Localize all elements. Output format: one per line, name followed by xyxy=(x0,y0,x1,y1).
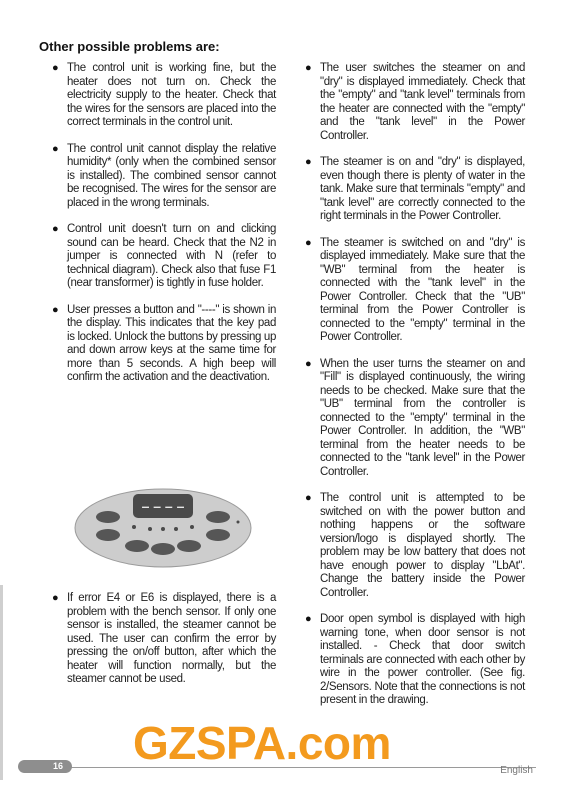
bullet-icon: ● xyxy=(52,62,59,74)
list-item xyxy=(305,62,525,143)
page-number: 16 xyxy=(53,761,64,771)
list-item-text: Control unit doesn't turn on and clicking sound can be heard. Check that the N2 in jumper is connected with N (refer to technical diagram). Check also that fuse F1 (near transformer) is tightly in fuse holder. xyxy=(67,223,276,289)
list-item-text: The control unit is attempted to be switched on with the power button and nothing happens or the software version/logo is displayed shortly. The problem may be low battery that does not have enough power to display "LbAt". Change the battery inside the Power Controller. xyxy=(320,492,525,599)
list-item xyxy=(52,592,276,687)
list-item xyxy=(52,223,276,291)
list-item-text: User presses a button and "----" is shown in the display. This indicates that the key pad is locked. Unlock the buttons by pressing up and down arrow keys at the same time for more than 5 seconds. A high beep will confirm the activation and the deactivation. xyxy=(67,303,276,383)
list-item-text: The control unit cannot display the relative humidity* (only when the combined sensor is installed). The combined sensor cannot be recognised. The wires for the sensor are placed in the wrong terminals. xyxy=(67,142,276,209)
bullet-icon: ● xyxy=(52,592,59,604)
page-number-badge xyxy=(18,760,72,773)
page-heading: Other possible problems are: xyxy=(39,39,220,54)
bullet-icon: ● xyxy=(305,156,312,168)
list-item-text: When the user turns the steamer on and "Fill" is displayed continuously, the wiring needs to be checked. Make sure that the "UB" terminal from the controller is connected to the "empty" terminal in the Power Controller. In addition, the "WB" terminal from the heater needs to be connected to the "tank level" in the Power Controller. xyxy=(320,357,525,478)
footer-language: English xyxy=(500,765,533,776)
list-item-text: The steamer is switched on and "dry" is displayed immediately. Make sure that the "WB" terminal from the heater is connected with the "tank level" in the Power Controller. Check that the "UB" terminal from the Power Controller is connected to the "empty" terminal in the Power Controller. xyxy=(320,236,525,343)
list-item xyxy=(305,492,525,600)
list-item-text: If error E4 or E6 is displayed, there is a problem with the bench sensor. If only one sensor is installed, the steamer cannot be used. The user can confirm the error by pressing the on/off button, after which the heater will function normally, but the steamer cannot be used. xyxy=(67,592,276,685)
bullet-icon: ● xyxy=(305,236,312,249)
watermark-logo: GZSPA.com xyxy=(133,717,391,769)
list-item xyxy=(305,237,525,345)
list-item-text: The user switches the steamer on and "dry" is displayed immediately. Check that the "empty" and "tank level" terminals from the heater are connected with the "empty" and the "tank level" in the Power Controller. xyxy=(320,62,525,142)
bullet-icon: ● xyxy=(52,223,59,235)
list-item-text: Door open symbol is displayed with high warning tone, when door sensor is not installed. - Check that door switch terminals are connected with each other by wire in the power controller. (See fig. 2/Sensors. Note that the connections is not present in the drawing. xyxy=(320,613,525,706)
keypad-image xyxy=(74,488,252,568)
list-item-text: The control unit is working fine, but the heater does not turn on. Check the electricity supply to the heater. Check that the wires for the sensors are placed into the correct terminals in the control unit. xyxy=(67,62,276,128)
bullet-icon: ● xyxy=(52,142,59,155)
bullet-icon: ● xyxy=(52,303,59,316)
control-panel-illustration xyxy=(74,488,252,568)
list-item xyxy=(305,156,525,224)
list-item xyxy=(52,143,276,211)
keypad-display-text: – – – – xyxy=(141,498,185,514)
left-column-lower xyxy=(52,592,276,700)
bullet-icon: ● xyxy=(305,357,312,370)
list-item xyxy=(52,62,276,130)
bullet-icon: ● xyxy=(305,62,312,74)
bullet-icon: ● xyxy=(305,492,312,504)
list-item xyxy=(52,304,276,385)
margin-bar xyxy=(0,585,3,780)
list-item xyxy=(305,358,525,480)
list-item xyxy=(305,613,525,708)
left-column xyxy=(52,62,276,398)
right-column xyxy=(305,62,525,721)
bullet-icon: ● xyxy=(305,613,312,625)
list-item-text: The steamer is on and "dry" is displayed, even though there is plenty of water in the tank. Make sure that terminals "empty" and "tank level" are correctly connected to the right terminals in the Power Controller. xyxy=(320,156,525,222)
